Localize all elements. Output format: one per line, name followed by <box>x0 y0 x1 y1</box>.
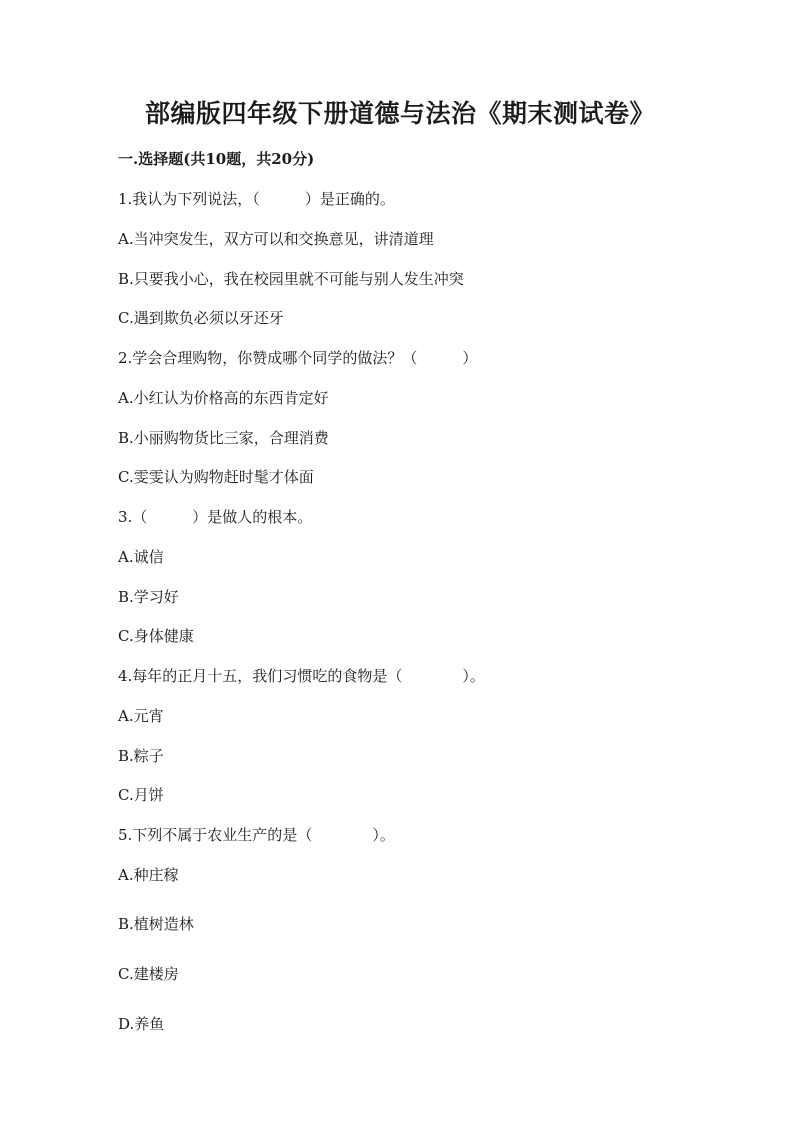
question-4-option-b: B.粽子 <box>118 747 164 765</box>
question-2-option-a: A.小红认为价格高的东西肯定好 <box>118 389 329 407</box>
question-4-option-a: A.元宵 <box>118 707 164 725</box>
question-1-option-a: A.当冲突发生，双方可以和交换意见，讲清道理 <box>118 230 434 248</box>
question-2-option-c: C.雯雯认为购物赶时髦才体面 <box>118 468 314 486</box>
question-1-option-b: B.只要我小心，我在校园里就不可能与别人发生冲突 <box>118 270 464 288</box>
question-3-option-b: B.学习好 <box>118 588 179 606</box>
question-5-option-c: C.建楼房 <box>118 965 179 983</box>
question-5-option-b: B.植树造林 <box>118 915 194 933</box>
question-5-option-d: D.养鱼 <box>118 1015 165 1033</box>
question-4-stem: 4.每年的正月十五，我们习惯吃的食物是（ ）。 <box>118 667 485 685</box>
question-5-stem: 5.下列不属于农业生产的是（ ）。 <box>118 826 395 844</box>
question-3-option-a: A.诚信 <box>118 548 164 566</box>
question-5-option-a: A.种庄稼 <box>118 866 179 884</box>
exam-title: 部编版四年级下册道德与法治《期末测试卷》 <box>144 99 655 128</box>
question-2-option-b: B.小丽购物货比三家，合理消费 <box>118 429 329 447</box>
section-heading: 一.选择题(共10题，共20分) <box>118 150 315 168</box>
question-1-option-c: C.遇到欺负必须以牙还牙 <box>118 309 284 327</box>
question-3-option-c: C.身体健康 <box>118 627 194 645</box>
question-1-stem: 1.我认为下列说法，（ ）是正确的。 <box>118 190 395 208</box>
question-3-stem: 3.（ ）是做人的根本。 <box>118 508 313 526</box>
question-4-option-c: C.月饼 <box>118 786 164 804</box>
question-2-stem: 2.学会合理购物，你赞成哪个同学的做法？（ ） <box>118 349 478 367</box>
